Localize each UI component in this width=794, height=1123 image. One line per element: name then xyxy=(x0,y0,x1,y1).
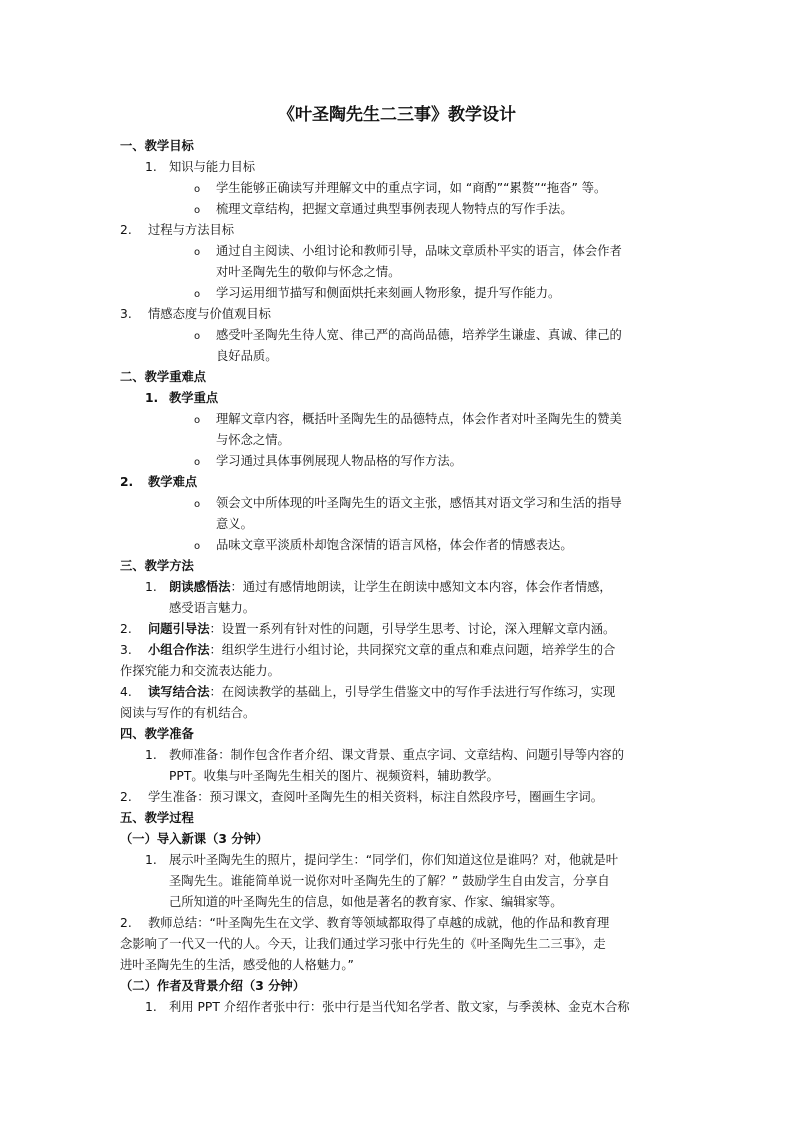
subsection-heading-intro: （一）导入新课（3 分钟） xyxy=(120,832,269,846)
bullet-item xyxy=(194,242,622,262)
document-title: 《叶圣陶先生二三事》教学设计 xyxy=(278,105,516,125)
list-number: 2. xyxy=(120,475,134,489)
list-item-text: 学生准备：预习课文，查阅叶圣陶先生的相关资料，标注自然段序号，圈画生字词。 xyxy=(148,790,603,804)
method-label: 读写结合法 xyxy=(148,685,210,699)
method-text: ：在阅读教学的基础上，引导学生借鉴文中的写作手法进行写作练习，实现 xyxy=(209,685,616,699)
bullet-item xyxy=(194,200,573,220)
list-item xyxy=(120,620,615,638)
section-heading-objectives: 一、教学目标 xyxy=(120,139,194,153)
list-item xyxy=(145,746,624,764)
method-text: ：通过有感情地朗读，让学生在朗读中感知文本内容，体会作者情感， xyxy=(230,580,612,594)
bullet-marker: o xyxy=(194,457,201,468)
method-text: ：设置一系列有针对性的问题，引导学生思考、讨论，深入理解文章内涵。 xyxy=(209,622,616,636)
bullet-item xyxy=(194,284,560,304)
bullet-marker: o xyxy=(194,415,201,426)
list-number: 2. xyxy=(120,223,132,237)
text-continuation: 进叶圣陶先生的生活，感受他的人格魅力。” xyxy=(120,958,354,972)
list-number: 2. xyxy=(120,790,132,804)
bullet-marker: o xyxy=(194,205,201,216)
list-item xyxy=(120,305,271,323)
list-item xyxy=(120,914,609,932)
list-item xyxy=(145,998,630,1016)
method-label: 问题引导法 xyxy=(148,622,210,636)
bullet-text: 学生能够正确读写并理解文中的重点字词，如 “商酌”“累赘”“拖沓” 等。 xyxy=(216,181,607,195)
bullet-text-continuation: 与怀念之情。 xyxy=(216,433,290,447)
list-item xyxy=(120,788,603,806)
text-continuation: 感受语言魅力。 xyxy=(169,601,256,615)
bullet-item xyxy=(194,410,622,430)
bullet-text-continuation: 意义。 xyxy=(216,517,253,531)
bullet-marker: o xyxy=(194,289,201,300)
list-item xyxy=(120,683,615,701)
section-heading-preparation: 四、教学准备 xyxy=(120,727,194,741)
text-continuation: 作探究能力和交流表达能力。 xyxy=(120,664,280,678)
section-heading-key-points: 二、教学重难点 xyxy=(120,370,207,384)
subsection-heading-author: （二）作者及背景介绍（3 分钟） xyxy=(120,979,305,993)
bullet-text-continuation: 良好品质。 xyxy=(216,349,278,363)
bullet-item xyxy=(194,326,622,346)
list-item xyxy=(145,851,618,869)
list-item-title: 情感态度与价值观目标 xyxy=(148,307,271,321)
bullet-text: 梳理文章结构，把握文章通过典型事例表现人物特点的写作手法。 xyxy=(216,202,573,216)
list-number: 1. xyxy=(145,1000,157,1014)
list-item-title: 知识与能力目标 xyxy=(169,160,256,174)
bullet-text: 学习运用细节描写和侧面烘托来刻画人物形象，提升写作能力。 xyxy=(216,286,561,300)
bullet-text: 理解文章内容，概括叶圣陶先生的品德特点，体会作者对叶圣陶先生的赞美 xyxy=(216,412,622,426)
section-heading-methods: 三、教学方法 xyxy=(120,559,194,573)
bullet-text: 领会文中所体现的叶圣陶先生的语文主张，感悟其对语文学习和生活的指导 xyxy=(216,496,622,510)
list-item xyxy=(145,578,612,596)
method-label: 小组合作法 xyxy=(148,643,210,657)
bullet-marker: o xyxy=(194,331,201,342)
method-text: ：组织学生进行小组讨论，共同探究文章的重点和难点问题，培养学生的合 xyxy=(209,643,616,657)
list-number: 1. xyxy=(145,748,157,762)
list-item xyxy=(120,641,615,659)
list-item xyxy=(145,389,218,407)
text-continuation: 念影响了一代又一代的人。今天，让我们通过学习张中行先生的《叶圣陶先生二三事》，走 xyxy=(120,937,606,951)
list-number: 1. xyxy=(145,853,157,867)
list-number: 3. xyxy=(120,307,132,321)
bullet-marker: o xyxy=(194,247,201,258)
bullet-text: 学习通过具体事例展现人物品格的写作方法。 xyxy=(216,454,462,468)
section-heading-process: 五、教学过程 xyxy=(120,811,194,825)
text-continuation: 圣陶先生。谁能简单说一说你对叶圣陶先生的了解？” 鼓励学生自由发言，分享自 xyxy=(169,874,610,888)
list-number: 2. xyxy=(120,622,132,636)
bullet-text: 品味文章平淡质朴却饱含深情的语言风格，体会作者的情感表达。 xyxy=(216,538,573,552)
bullet-text: 通过自主阅读、小组讨论和教师引导，品味文章质朴平实的语言，体会作者 xyxy=(216,244,622,258)
bullet-item xyxy=(194,452,462,472)
list-item-text: 利用 PPT 介绍作者张中行：张中行是当代知名学者、散文家，与季羡林、金克木合称 xyxy=(169,1000,630,1014)
text-continuation: PPT。收集与叶圣陶先生相关的图片、视频资料，辅助教学。 xyxy=(169,769,499,783)
bullet-marker: o xyxy=(194,184,201,195)
list-item xyxy=(145,158,255,176)
list-item-title: 过程与方法目标 xyxy=(148,223,235,237)
list-number: 1. xyxy=(145,160,157,174)
bullet-item xyxy=(194,494,622,514)
list-item-title: 教学难点 xyxy=(148,475,198,489)
bullet-item xyxy=(194,179,606,199)
bullet-marker: o xyxy=(194,541,201,552)
bullet-marker: o xyxy=(194,499,201,510)
list-item-text: 教师总结：“叶圣陶先生在文学、教育等领域都取得了卓越的成就，他的作品和教育理 xyxy=(148,916,610,930)
list-number: 2. xyxy=(120,916,132,930)
list-number: 1. xyxy=(145,391,159,405)
list-item-title: 教学重点 xyxy=(169,391,219,405)
text-continuation: 己所知道的叶圣陶先生的信息，如他是著名的教育家、作家、编辑家等。 xyxy=(169,895,563,909)
bullet-text-continuation: 对叶圣陶先生的敬仰与怀念之情。 xyxy=(216,265,401,279)
method-label: 朗读感悟法 xyxy=(169,580,231,594)
bullet-item xyxy=(194,536,573,556)
list-item-text: 展示叶圣陶先生的照片，提问学生：“同学们，你们知道这位是谁吗？对，他就是叶 xyxy=(169,853,619,867)
text-continuation: 阅读与写作的有机结合。 xyxy=(120,706,256,720)
bullet-text: 感受叶圣陶先生待人宽、律己严的高尚品德，培养学生谦虚、真诚、律己的 xyxy=(216,328,622,342)
list-item-text: 教师准备：制作包含作者介绍、课文背景、重点字词、文章结构、问题引导等内容的 xyxy=(169,748,624,762)
list-item xyxy=(120,473,197,491)
list-item xyxy=(120,221,234,239)
list-number: 1. xyxy=(145,580,157,594)
list-number: 3. xyxy=(120,643,132,657)
list-number: 4. xyxy=(120,685,132,699)
